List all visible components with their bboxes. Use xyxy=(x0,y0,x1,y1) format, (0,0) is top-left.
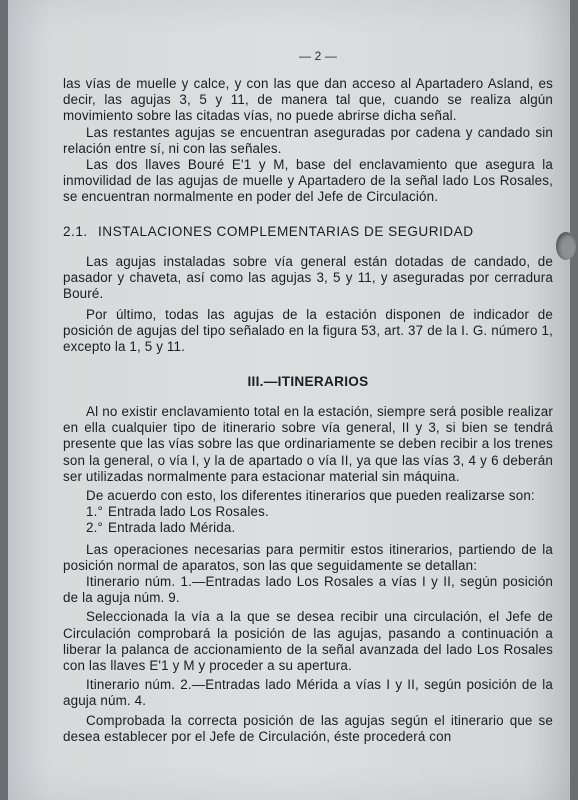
section-number: 2.1. xyxy=(63,224,88,239)
paragraph: De acuerdo con esto, los diferentes itinerarios que pueden realizarse son: xyxy=(86,488,535,504)
section-3-title: III.—ITINERARIOS xyxy=(247,374,369,389)
page-number: — 2 — xyxy=(298,49,338,63)
list-text: Entrada lado Mérida. xyxy=(108,520,236,536)
section-title: INSTALACIONES COMPLEMENTARIAS DE SEGURIDAD xyxy=(98,224,474,239)
section-2-1-body xyxy=(63,254,553,355)
paragraph: Itinerario núm. 1.—Entradas lado Los Rosales a vías I y II, según posición de la aguja núm. 9. xyxy=(63,574,553,606)
binder-hole xyxy=(556,232,576,260)
paragraph: Las operaciones necesarias para permitir estos itinerarios, partiendo de la posición normal de aparatos, son las que seguidamente se detallan: xyxy=(63,541,553,573)
list-item xyxy=(63,504,553,520)
paragraph: Por último, todas las agujas de la estación disponen de indicador de posición de agujas del tipo señalado en la figura 53, art. 37 de la I. G. número 1, excepto la 1, 5 y 11. xyxy=(63,306,553,355)
list-index: 1.° xyxy=(86,504,103,520)
list-index: 2.° xyxy=(86,520,103,536)
paragraph: las vías de muelle y calce, y con las que dan acceso al Apartadero Asland, es decir, las agujas 3, 5 y 11, de manera tal que, cuando se realiza algún movimiento sobre las citadas vías, no puede abrirse dicha señal. xyxy=(63,76,553,124)
list-item xyxy=(63,520,553,536)
paragraph: Las dos llaves Bouré E'1 y M, base del enclavamiento que asegura la inmovilidad de las agujas de muelle y Apartadero de la señal lado Los Rosales, se encuentran normalmente en poder del Jefe de Circulación. xyxy=(63,157,553,205)
section-3-body xyxy=(63,404,553,745)
section-heading xyxy=(63,224,553,240)
intro-block xyxy=(63,76,553,206)
paragraph: Comprobada la correcta posición de las agujas según el itinerario que se desea establecer por el Jefe de Circulación, éste procederá con xyxy=(63,712,553,744)
paragraph: Las agujas instaladas sobre vía general están dotadas de candado, de pasador y chaveta, así como las agujas 3, 5 y 11, y aseguradas por cerradura Bouré. xyxy=(63,254,553,302)
document-page xyxy=(8,0,570,800)
list-text: Entrada lado Los Rosales. xyxy=(108,504,269,520)
paragraph: Al no existir enclavamiento total en la estación, siempre será posible realizar en ella cualquier tipo de itinerario sobre vía general, II y 3, si bien se tendrá presente que las vías sobre las que ordinariamente se deben recibir a los trenes son la general, o vía I, y la de apartado o vía II, ya que las vías 3, 4 y 6 deberán ser utilizadas normalmente para estacionar material sin máquina. xyxy=(63,404,553,484)
paragraph: Las restantes agujas se encuentran aseguradas por cadena y candado sin relación entre sí, ni con las señales. xyxy=(63,124,553,156)
paragraph: Seleccionada la vía a la que se desea recibir una circulación, el Jefe de Circulación comprobará la posición de las agujas, pasando a continuación a liberar la palanca de accionamiento de la señal avanzada del lado Los Rosales con las llaves E'1 y M y proceder a su apertura. xyxy=(63,609,553,674)
paragraph: Itinerario núm. 2.—Entradas lado Mérida a vías I y II, según posición de la aguja núm. 4. xyxy=(63,677,553,709)
